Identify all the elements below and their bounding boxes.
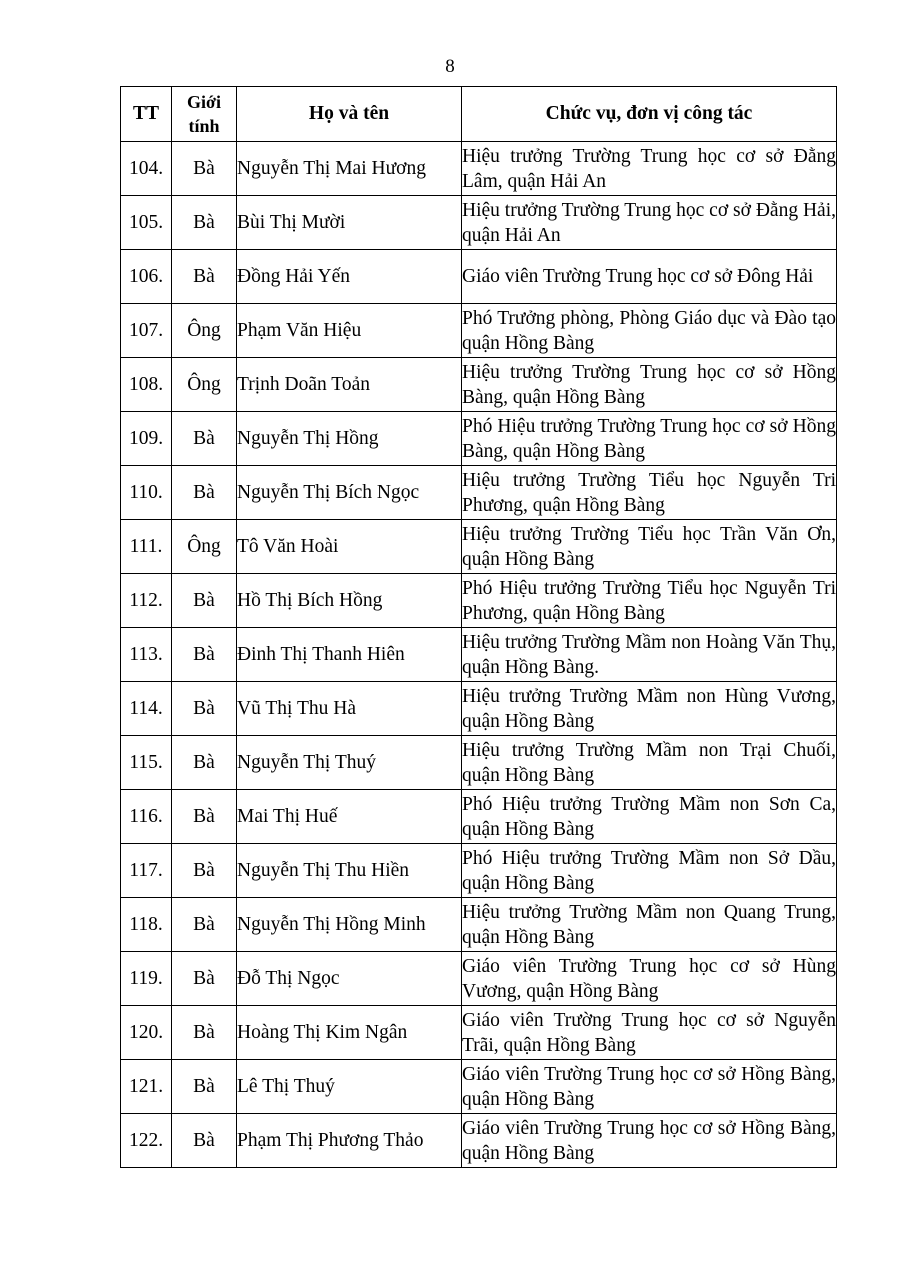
row-gender: Bà xyxy=(172,574,237,628)
row-position: Hiệu trưởng Trường Mầm non Hùng Vương, quận Hồng Bàng xyxy=(462,682,837,736)
row-number: 112. xyxy=(121,574,172,628)
table-row xyxy=(121,358,837,412)
row-gender: Bà xyxy=(172,682,237,736)
table-row xyxy=(121,844,837,898)
row-name: Trịnh Doãn Toản xyxy=(237,358,462,412)
row-gender: Ông xyxy=(172,358,237,412)
row-name: Đỗ Thị Ngọc xyxy=(237,952,462,1006)
header-tt: TT xyxy=(121,87,172,142)
row-number: 117. xyxy=(121,844,172,898)
row-gender: Ông xyxy=(172,304,237,358)
table-row xyxy=(121,952,837,1006)
row-name: Đinh Thị Thanh Hiên xyxy=(237,628,462,682)
row-number: 109. xyxy=(121,412,172,466)
row-number: 122. xyxy=(121,1114,172,1168)
row-position: Giáo viên Trường Trung học cơ sở Nguyễn Trãi, quận Hồng Bàng xyxy=(462,1006,837,1060)
row-position: Hiệu trưởng Trường Tiểu học Trần Văn Ơn, quận Hồng Bàng xyxy=(462,520,837,574)
row-number: 105. xyxy=(121,196,172,250)
page-number: 8 xyxy=(445,56,455,77)
table-header xyxy=(121,87,837,142)
table-row xyxy=(121,142,837,196)
row-position: Hiệu trưởng Trường Mầm non Hoàng Văn Thụ, quận Hồng Bàng. xyxy=(462,628,837,682)
row-number: 110. xyxy=(121,466,172,520)
row-name: Nguyễn Thị Hồng xyxy=(237,412,462,466)
table-row xyxy=(121,1060,837,1114)
row-position: Phó Hiệu trưởng Trường Mầm non Sở Dầu, quận Hồng Bàng xyxy=(462,844,837,898)
row-name: Nguyễn Thị Thu Hiền xyxy=(237,844,462,898)
row-gender: Bà xyxy=(172,736,237,790)
row-name: Nguyễn Thị Thuý xyxy=(237,736,462,790)
row-position: Giáo viên Trường Trung học cơ sở Hồng Bàng, quận Hồng Bàng xyxy=(462,1060,837,1114)
row-position: Hiệu trưởng Trường Trung học cơ sở Đằng Hải, quận Hải An xyxy=(462,196,837,250)
table-row xyxy=(121,520,837,574)
table-row xyxy=(121,196,837,250)
table-row xyxy=(121,250,837,304)
header-row xyxy=(121,87,837,142)
header-gender xyxy=(172,87,237,142)
row-number: 114. xyxy=(121,682,172,736)
row-number: 121. xyxy=(121,1060,172,1114)
header-name: Họ và tên xyxy=(237,87,462,142)
row-name: Bùi Thị Mười xyxy=(237,196,462,250)
table-body xyxy=(121,142,837,1168)
row-gender: Bà xyxy=(172,196,237,250)
row-name: Phạm Văn Hiệu xyxy=(237,304,462,358)
table-row xyxy=(121,736,837,790)
row-number: 106. xyxy=(121,250,172,304)
row-number: 111. xyxy=(121,520,172,574)
table-row xyxy=(121,790,837,844)
row-position: Giáo viên Trường Trung học cơ sở Hùng Vương, quận Hồng Bàng xyxy=(462,952,837,1006)
award-roster-table xyxy=(120,86,837,1168)
row-gender: Bà xyxy=(172,898,237,952)
header-gender-line1: Giới xyxy=(187,92,221,112)
row-position: Phó Hiệu trưởng Trường Tiểu học Nguyễn Tri Phương, quận Hồng Bàng xyxy=(462,574,837,628)
table-row xyxy=(121,628,837,682)
row-gender: Bà xyxy=(172,250,237,304)
row-name: Tô Văn Hoài xyxy=(237,520,462,574)
row-number: 113. xyxy=(121,628,172,682)
row-position: Hiệu trưởng Trường Trung học cơ sở Đằng Lâm, quận Hải An xyxy=(462,142,837,196)
row-gender: Bà xyxy=(172,952,237,1006)
row-position: Phó Trưởng phòng, Phòng Giáo dục và Đào tạo quận Hồng Bàng xyxy=(462,304,837,358)
row-name: Nguyễn Thị Hồng Minh xyxy=(237,898,462,952)
table-row xyxy=(121,412,837,466)
table-row xyxy=(121,682,837,736)
header-position: Chức vụ, đơn vị công tác xyxy=(462,87,837,142)
header-gender-line2: tính xyxy=(188,116,220,136)
row-number: 119. xyxy=(121,952,172,1006)
row-gender: Bà xyxy=(172,790,237,844)
row-name: Vũ Thị Thu Hà xyxy=(237,682,462,736)
row-gender: Bà xyxy=(172,844,237,898)
row-number: 115. xyxy=(121,736,172,790)
table-row xyxy=(121,304,837,358)
row-gender: Bà xyxy=(172,1114,237,1168)
row-position: Phó Hiệu trưởng Trường Mầm non Sơn Ca, quận Hồng Bàng xyxy=(462,790,837,844)
row-number: 104. xyxy=(121,142,172,196)
row-gender: Bà xyxy=(172,466,237,520)
row-name: Đồng Hải Yến xyxy=(237,250,462,304)
table-row xyxy=(121,1114,837,1168)
row-name: Lê Thị Thuý xyxy=(237,1060,462,1114)
row-position: Hiệu trưởng Trường Mầm non Trại Chuối, quận Hồng Bàng xyxy=(462,736,837,790)
table-row xyxy=(121,466,837,520)
row-gender: Ông xyxy=(172,520,237,574)
row-position: Hiệu trưởng Trường Trung học cơ sở Hồng Bàng, quận Hồng Bàng xyxy=(462,358,837,412)
row-name: Nguyễn Thị Mai Hương xyxy=(237,142,462,196)
table-row xyxy=(121,574,837,628)
row-position: Giáo viên Trường Trung học cơ sở Hồng Bàng, quận Hồng Bàng xyxy=(462,1114,837,1168)
table-row xyxy=(121,1006,837,1060)
row-position: Hiệu trưởng Trường Tiểu học Nguyễn Tri Phương, quận Hồng Bàng xyxy=(462,466,837,520)
row-number: 118. xyxy=(121,898,172,952)
row-name: Phạm Thị Phương Thảo xyxy=(237,1114,462,1168)
row-name: Mai Thị Huế xyxy=(237,790,462,844)
row-gender: Bà xyxy=(172,412,237,466)
row-name: Hồ Thị Bích Hồng xyxy=(237,574,462,628)
row-gender: Bà xyxy=(172,142,237,196)
row-gender: Bà xyxy=(172,1060,237,1114)
row-number: 120. xyxy=(121,1006,172,1060)
row-name: Nguyễn Thị Bích Ngọc xyxy=(237,466,462,520)
row-gender: Bà xyxy=(172,628,237,682)
row-number: 116. xyxy=(121,790,172,844)
row-position: Phó Hiệu trưởng Trường Trung học cơ sở Hồng Bàng, quận Hồng Bàng xyxy=(462,412,837,466)
row-gender: Bà xyxy=(172,1006,237,1060)
row-position: Hiệu trưởng Trường Mầm non Quang Trung, quận Hồng Bàng xyxy=(462,898,837,952)
row-number: 108. xyxy=(121,358,172,412)
row-position: Giáo viên Trường Trung học cơ sở Đông Hải xyxy=(462,250,837,304)
row-number: 107. xyxy=(121,304,172,358)
table-row xyxy=(121,898,837,952)
row-name: Hoàng Thị Kim Ngân xyxy=(237,1006,462,1060)
